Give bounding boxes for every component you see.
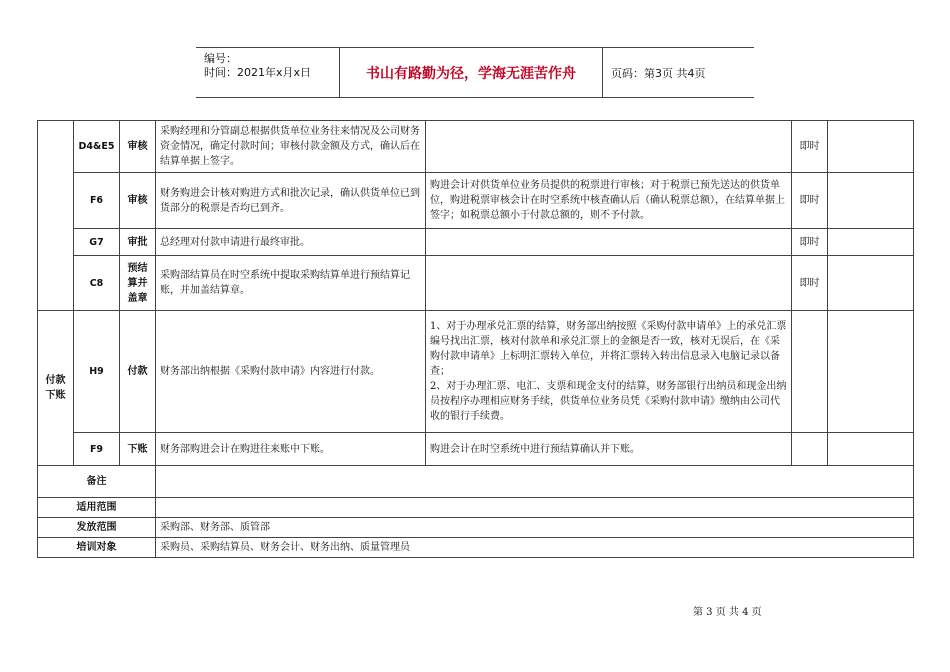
step-description: 总经理对付款申请进行最终审批。 bbox=[156, 229, 426, 256]
scope-value bbox=[156, 498, 914, 518]
header-meta bbox=[196, 48, 340, 97]
step-code: F9 bbox=[74, 433, 120, 466]
step-detail bbox=[426, 256, 792, 311]
step-action: 审核 bbox=[120, 173, 156, 229]
scope-label: 适用范围 bbox=[38, 498, 156, 518]
step-detail: 1、对于办理承兑汇票的结算，财务部出纳按照《采购付款申请单》上的承兑汇票编号找出汇票，核对付款单和承兑汇票上的金额是否一致，核对无误后，在《采购付款申请单》上标明汇票转入单位，并将汇票转入转出信息录入电脑记录以备查； 2、对于办理汇票、电汇、支票和现金支付的结算，财务部银行出纳员和现金出纳员按程序办理相应财务手续，供货单位业务员凭《采购付款申请》缴纳由公司代收的银行手续费。 bbox=[426, 311, 792, 433]
step-code: G7 bbox=[74, 229, 120, 256]
step-extra bbox=[828, 311, 914, 433]
scope-row bbox=[38, 498, 914, 518]
step-timing: 即时 bbox=[792, 173, 828, 229]
step-description: 财务部购进会计在购进往来账中下账。 bbox=[156, 433, 426, 466]
page-header bbox=[196, 47, 754, 98]
step-action: 审批 bbox=[120, 229, 156, 256]
doc-date: 时间：2021年x月x日 bbox=[204, 66, 312, 79]
step-action: 付款 bbox=[120, 311, 156, 433]
step-description: 采购经理和分管副总根据供货单位业务往来情况及公司财务资金情况，确定付款时间；审核付款金额及方式，确认后在结算单据上签字。 bbox=[156, 121, 426, 173]
table-row bbox=[38, 121, 914, 173]
step-extra bbox=[828, 173, 914, 229]
distribution-label: 发放范围 bbox=[38, 518, 156, 538]
training-row bbox=[38, 538, 914, 558]
step-action: 预结算并盖章 bbox=[120, 256, 156, 311]
step-detail bbox=[426, 121, 792, 173]
step-code: D4&E5 bbox=[74, 121, 120, 173]
stage-cell-blank bbox=[38, 121, 74, 311]
header-motto: 书山有路勤为径，学海无涯苦作舟 bbox=[340, 48, 603, 97]
training-label: 培训对象 bbox=[38, 538, 156, 558]
step-timing: 即时 bbox=[792, 121, 828, 173]
distribution-row bbox=[38, 518, 914, 538]
step-extra bbox=[828, 433, 914, 466]
table-row bbox=[38, 256, 914, 311]
step-extra bbox=[828, 121, 914, 173]
step-action: 审核 bbox=[120, 121, 156, 173]
step-description: 财务购进会计核对购进方式和批次记录，确认供货单位已到货部分的税票是否均已到齐。 bbox=[156, 173, 426, 229]
step-code: C8 bbox=[74, 256, 120, 311]
step-action: 下账 bbox=[120, 433, 156, 466]
training-value: 采购员、采购结算员、财务会计、财务出纳、质量管理员 bbox=[156, 538, 914, 558]
stage-label: 付款下账 bbox=[38, 311, 74, 466]
page-footer: 第 3 页 共 4 页 bbox=[693, 607, 762, 618]
step-detail: 购进会计在时空系统中进行预结算确认并下账。 bbox=[426, 433, 792, 466]
remark-value bbox=[156, 466, 914, 498]
step-extra bbox=[828, 256, 914, 311]
step-description: 财务部出纳根据《采购付款申请》内容进行付款。 bbox=[156, 311, 426, 433]
table-row bbox=[38, 311, 914, 433]
table-row bbox=[38, 173, 914, 229]
step-code: F6 bbox=[74, 173, 120, 229]
doc-number: 编号： bbox=[204, 52, 237, 65]
step-timing bbox=[792, 311, 828, 433]
distribution-value: 采购部、财务部、质管部 bbox=[156, 518, 914, 538]
header-page: 页码：第3页 共4页 bbox=[611, 66, 706, 80]
step-code: H9 bbox=[74, 311, 120, 433]
step-timing: 即时 bbox=[792, 229, 828, 256]
step-detail: 购进会计对供货单位业务员提供的税票进行审核；对于税票已预先送达的供货单位，购进税票审核会计在时空系统中核查确认后（确认税票总额），在结算单据上签字；如税票总额小于付款总额的，则不予付款。 bbox=[426, 173, 792, 229]
step-timing bbox=[792, 433, 828, 466]
step-extra bbox=[828, 229, 914, 256]
step-description: 采购部结算员在时空系统中提取采购结算单进行预结算记账，并加盖结算章。 bbox=[156, 256, 426, 311]
table-row bbox=[38, 433, 914, 466]
remark-label: 备注 bbox=[38, 466, 156, 498]
step-detail bbox=[426, 229, 792, 256]
remark-row bbox=[38, 466, 914, 498]
step-timing: 即时 bbox=[792, 256, 828, 311]
procedure-table bbox=[37, 120, 914, 558]
table-row bbox=[38, 229, 914, 256]
